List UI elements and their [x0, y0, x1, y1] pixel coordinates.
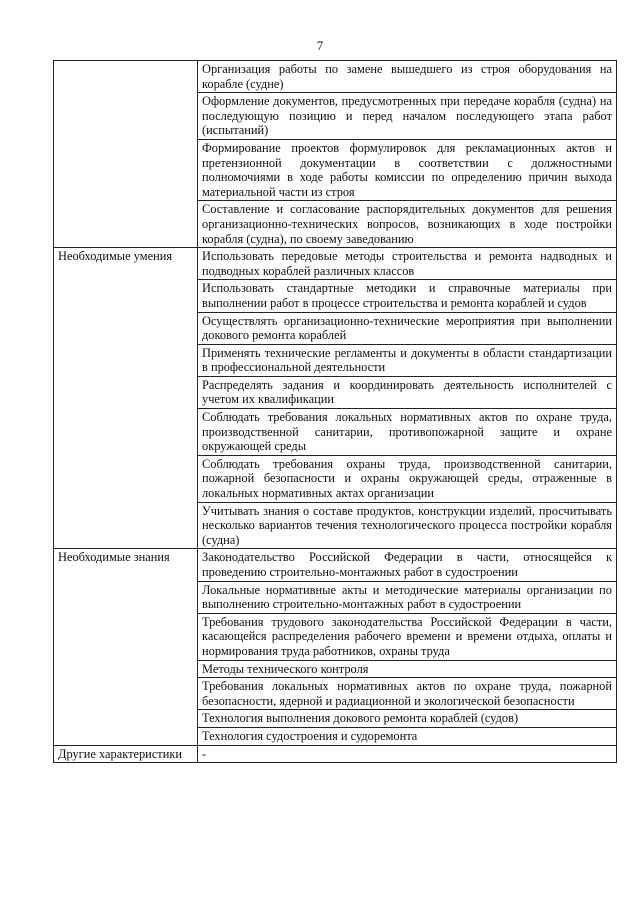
section-item: - [198, 745, 617, 763]
section-item: Оформление документов, предусмотренных при передаче корабля (судна) на последующую позицию и перед началом последующего этапа работ (испытаний) [198, 93, 617, 140]
table-body [54, 61, 617, 763]
section-item: Распределять задания и координировать деятельность исполнителей с учетом их квалификации [198, 376, 617, 408]
section-label [54, 61, 198, 248]
section-item: Организация работы по замене вышедшего из строя оборудования на корабле (судне) [198, 61, 617, 93]
section-item: Технология судостроения и судоремонта [198, 727, 617, 745]
table-row [54, 61, 617, 93]
page-number: 7 [316, 38, 324, 53]
section-label: Другие характеристики [54, 745, 198, 763]
section-item: Соблюдать требования охраны труда, производственной санитарии, пожарной безопасности и охраны окружающей среды, отраженные в локальных нормативных актах организации [198, 455, 617, 502]
section-item: Соблюдать требования локальных нормативных актов по охране труда, производственной санитарии, противопожарной защите и охране окружающей среды [198, 409, 617, 456]
section-item: Использовать стандартные методики и справочные материалы при выполнении работ в процессе строительства и ремонта кораблей и судов [198, 280, 617, 312]
section-item: Осуществлять организационно-технические мероприятия при выполнении докового ремонта кораблей [198, 312, 617, 344]
table-row [54, 549, 617, 581]
section-label: Необходимые знания [54, 549, 198, 745]
table-row [54, 248, 617, 280]
section-item: Формирование проектов формулировок для рекламационных актов и претензионной документации в соответствии с должностными полномочиями в ходе работы комиссии по определению причин выхода материальной части из строя [198, 139, 617, 200]
section-item: Требования трудового законодательства Российской Федерации в части, касающейся распределения рабочего времени и времени отдыха, оплаты и нормирования труда работников, охраны труда [198, 613, 617, 660]
section-item: Применять технические регламенты и документы в области стандартизации в профессиональной деятельности [198, 344, 617, 376]
section-item: Технология выполнения докового ремонта кораблей (судов) [198, 710, 617, 728]
table-row [54, 745, 617, 763]
section-item: Учитывать знания о составе продуктов, конструкции изделий, просчитывать несколько вариантов течения технологического процесса постройки корабля (судна) [198, 502, 617, 549]
section-label: Необходимые умения [54, 248, 198, 549]
section-item: Использовать передовые методы строительства и ремонта надводных и подводных кораблей различных классов [198, 248, 617, 280]
section-item: Законодательство Российской Федерации в части, относящейся к проведению строительно-монтажных работ в судостроении [198, 549, 617, 581]
section-item: Локальные нормативные акты и методические материалы организации по выполнению строительно-монтажных работ в судостроении [198, 581, 617, 613]
section-item: Методы технического контроля [198, 660, 617, 678]
qualification-table [53, 60, 617, 763]
section-item: Составление и согласование распорядительных документов для решения организационно-технических вопросов, возникающих в ходе постройки корабля (судна), по своему заведованию [198, 201, 617, 248]
section-item: Требования локальных нормативных актов по охране труда, пожарной безопасности, ядерной и радиационной и экологической безопасности [198, 678, 617, 710]
